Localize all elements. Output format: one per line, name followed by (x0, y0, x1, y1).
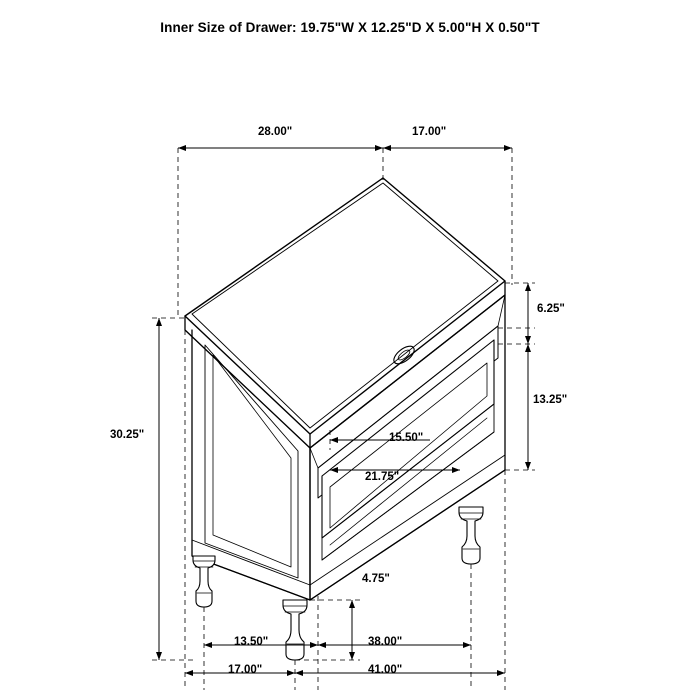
page-title: Inner Size of Drawer: 19.75"W X 12.25"D X 5.00"H X 0.50"T (160, 20, 540, 35)
dimension-label-base-right-width: 38.00" (368, 636, 403, 648)
dimension-label-top-right-width: 17.00" (412, 126, 447, 138)
dimension-label-drawer-to-base: 13.25" (533, 394, 568, 406)
dimension-label-inner-shelf-width: 15.50" (389, 432, 424, 444)
dimension-label-outer-right-width: 41.00" (368, 664, 403, 676)
dimension-label-top-left-width: 28.00" (258, 126, 293, 138)
dimension-label-outer-left-depth: 17.00" (228, 664, 263, 676)
dimension-label-base-left-depth: 13.50" (234, 636, 269, 648)
dimension-label-overall-height: 30.25" (110, 429, 145, 441)
dimension-label-inner-depth: 21.75" (365, 471, 400, 483)
dimension-label-top-to-drawer: 6.25" (537, 303, 565, 315)
dimension-label-leg-height: 4.75" (362, 573, 390, 585)
